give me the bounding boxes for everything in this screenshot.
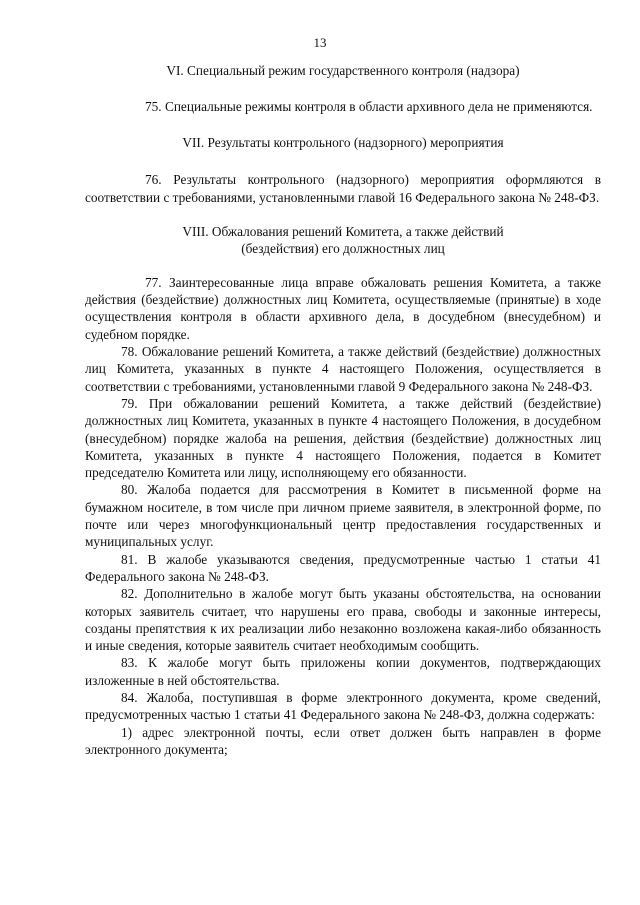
section-heading-vii: VII. Результаты контрольного (надзорного) мероприятия: [182, 135, 504, 151]
paragraph-80: 80. Жалоба подается для рассмотрения в Комитет в письменной форме на бумажном носителе, в том числе при личном приеме заявителя, в электронной форме, по почте или через многофункциональный центр предоставления государственных и муниципальных услуг.: [85, 482, 601, 550]
paragraph-79: 79. При обжаловании решений Комитета, а также действий (бездействие) должностных лиц Комитета, указанных в пункте 4 настоящего Положения, в досудебном (внесудебном) порядке жалоба на решения, действия (бездействие) должностных лиц Комитета, указанных в пункте 4 настоящего Положения, подается в Комитет председателю Комитета или лицу, исполняющему его обязанности.: [85, 395, 601, 481]
paragraph-77: 77. Заинтересованные лица вправе обжаловать решения Комитета, а также действия (бездействие) должностных лиц Комитета, осуществляемые (принятые) в ходе осуществления контроля в области архивного дела, в досудебном (внесудебном) и судебном порядке.: [85, 274, 601, 342]
paragraph-84: 84. Жалоба, поступившая в форме электронного документа, кроме сведений, предусмотренных частью 1 статьи 41 Федерального закона № 248-ФЗ, должна содержать:: [85, 690, 601, 723]
document-body: [85, 62, 601, 758]
paragraph-75: 75. Специальные режимы контроля в области архивного дела не применяются.: [145, 99, 593, 114]
paragraph-81: 81. В жалобе указываются сведения, предусмотренные частью 1 статьи 41 Федерального закона № 248-ФЗ.: [85, 551, 601, 584]
paragraph-82: 82. Дополнительно в жалобе могут быть указаны обстоятельства, на основании которых заявитель считает, что нарушены его права, свободы и законные интересы, созданы препятствия к их реализации либо незаконно возложена какая-либо обязанность и иные сведения, которые заявитель считает необходимым сообщить.: [85, 586, 601, 654]
section-heading-vi: VI. Специальный режим государственного контроля (надзора): [166, 63, 520, 78]
page-number: 13: [313, 35, 327, 50]
section-heading-viii-line2: (бездействия) его должностных лиц: [241, 240, 445, 256]
paragraph-84-item-1: 1) адрес электронной почты, если ответ должен быть направлен в форме электронного документа;: [85, 724, 601, 757]
paragraph-78: 78. Обжалование решений Комитета, а также действий (бездействие) должностных лиц Комитета, указанных в пункте 4 настоящего Положения, осуществляется в соответствии с требованиями, установленными главой 9 Федерального закона № 248-ФЗ.: [85, 344, 601, 394]
paragraph-76: 76. Результаты контрольного (надзорного) мероприятия оформляются в соответствии с требованиями, установленными главой 16 Федерального закона № 248-ФЗ.: [85, 172, 601, 205]
paragraph-83: 83. К жалобе могут быть приложены копии документов, подтверждающих изложенные в ней обстоятельства.: [85, 655, 601, 688]
section-heading-viii: [85, 223, 601, 257]
section-heading-viii-line1: VIII. Обжалования решений Комитета, а также действий: [182, 223, 504, 239]
